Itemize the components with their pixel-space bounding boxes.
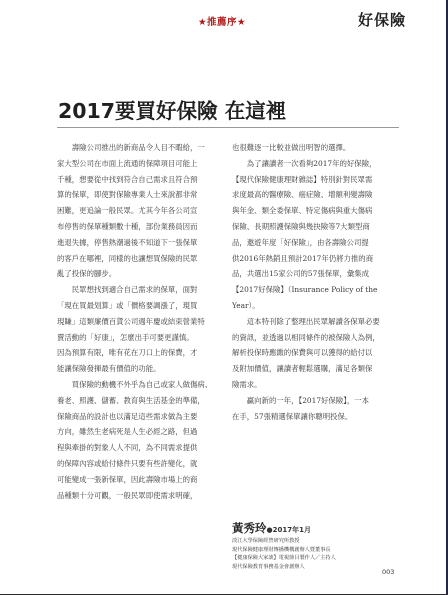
body-text-line: 【2017好保險】（Insurance Policy of the: [232, 285, 378, 295]
body-text-line: 賣活動的「好康」，怎麼出手可要更謹慎。: [57, 332, 194, 342]
body-text-line: 的保障內容或給付條件只要有些許變化，就: [57, 458, 198, 468]
body-text-line: 保險商品的設計也以滿足這些需求做為主要: [57, 411, 198, 421]
body-text-line: 壽險公司推出的新商品令人目不暇給，一: [57, 143, 205, 152]
author-title: 淡江大學保險經營研究所教授: [232, 538, 300, 544]
title-divider: [57, 127, 399, 128]
body-text-line: 困難，更追論一般民眾。尤其今年各公司宣: [57, 206, 198, 216]
body-text-line: 能讓保險發揮最有價值的功能。: [57, 364, 161, 374]
body-text-line: 與年金、類全委保單、特定傷病與重大傷病: [232, 206, 373, 216]
body-text-line: 買保險的動機不外乎為自己或家人做傷病、: [57, 379, 213, 389]
author-signature: [232, 520, 402, 571]
author-title: 現代保險健康理財傳播機構創辦人暨董事長: [232, 546, 331, 553]
body-text-line: 及附加價值，讓讀者輕鬆選購，滿足各類保: [232, 364, 373, 374]
author-title: 【健康保險大家談】電視節目製作人／主持人: [232, 555, 336, 562]
body-text-line: 算的保單，即使對保險專業人士來說都非常: [57, 190, 198, 200]
body-text-line: 因為預算有限，唯有花在刀口上的保費，才: [57, 348, 198, 358]
article-column-left: [57, 140, 223, 503]
body-text-line: 這本特刊除了整理出民眾解讀各保單必要: [232, 316, 380, 326]
body-text-line: 布停售的保單種類數十種，部份業務員因而: [57, 221, 198, 231]
body-text-line: 也很難逐一比較並做出明智的選擇。: [232, 143, 351, 152]
magazine-logo: 好保險: [358, 11, 407, 29]
body-text-line: Year）。: [232, 300, 260, 310]
body-text-line: 的客戶在哪裡，同樣的也讓想買保險的民眾: [57, 253, 198, 263]
author-name: 黃秀玲: [232, 521, 267, 535]
body-text-line: 進退失據，停售熱潮過後不知道下一張保單: [57, 237, 198, 247]
body-text-line: 在手，57張精選保單讓你聰明投保。: [232, 411, 353, 421]
body-text-line: 解析投保時應繳的保費與可以獲得的給付以: [232, 348, 373, 358]
body-text-line: 【現代保險健康理財雜誌】特別針對民眾需: [232, 174, 373, 184]
body-text-line: 現賺」這類廉價百貨公司週年慶或結束營業特: [57, 316, 205, 326]
page-number: 003: [382, 568, 395, 576]
body-text-line: 亂了投保的腳步。: [57, 269, 117, 279]
body-text-line: 程與牽掛的對象人人不同，為不同需求提供: [57, 443, 198, 453]
body-text-line: 民眾想找到適合自己需求的保單，面對: [57, 285, 198, 295]
body-text-line: 為了讓讀者一次看夠2017年的好保險，: [232, 158, 377, 168]
author-title: 現代保險教育事務基金會創辦人: [232, 563, 305, 570]
body-text-line: 可能變成一張新保單，因此壽險市場上的商: [57, 474, 198, 484]
article-title: 2017要買好保險 在這裡: [58, 99, 287, 123]
body-text-line: 贏向新的一年，【2017好保險】，一本: [232, 395, 370, 405]
body-text-line: 求度最高的醫療險、癌症險、增額利變壽險: [232, 190, 373, 200]
author-byline: [232, 520, 402, 537]
signature-date: ●2017年1月: [266, 526, 311, 534]
body-text-line: 品種類十分可觀，一般民眾即使需求明確，: [57, 490, 198, 500]
body-text-line: 養老、照護、儲蓄、教育與生活基金的準備，: [57, 395, 205, 405]
body-text-line: 險需求。: [232, 379, 262, 389]
body-text-line: 家大型公司在市面上流通的保障項目可能上: [57, 158, 198, 168]
article-column-right: [232, 140, 400, 424]
body-text-line: 保險、長期照護保險與幾抉險等7大類型商: [232, 221, 370, 231]
body-text-line: 品，邀遊年度「好保險」，由各壽險公司提: [232, 237, 369, 247]
body-text-line: 千種，想要從中找到符合自己需求且符合預: [57, 174, 198, 184]
body-text-line: 方向，雖然生老病死是人生必經之路，但過: [57, 427, 198, 437]
section-tag: ★推薦序★: [198, 17, 247, 28]
body-text-line: 「現在買最划算」或「價格要調漲了，現買: [57, 300, 198, 310]
body-text-line: 供2016年熱銷且預計2017年仍將力推的商: [232, 253, 374, 263]
body-text-line: 品，共選出15家公司的57張保單，彙集成: [232, 269, 370, 279]
body-text-line: 的資訊，並透過以相同條件的被保險人為例，: [232, 332, 380, 342]
